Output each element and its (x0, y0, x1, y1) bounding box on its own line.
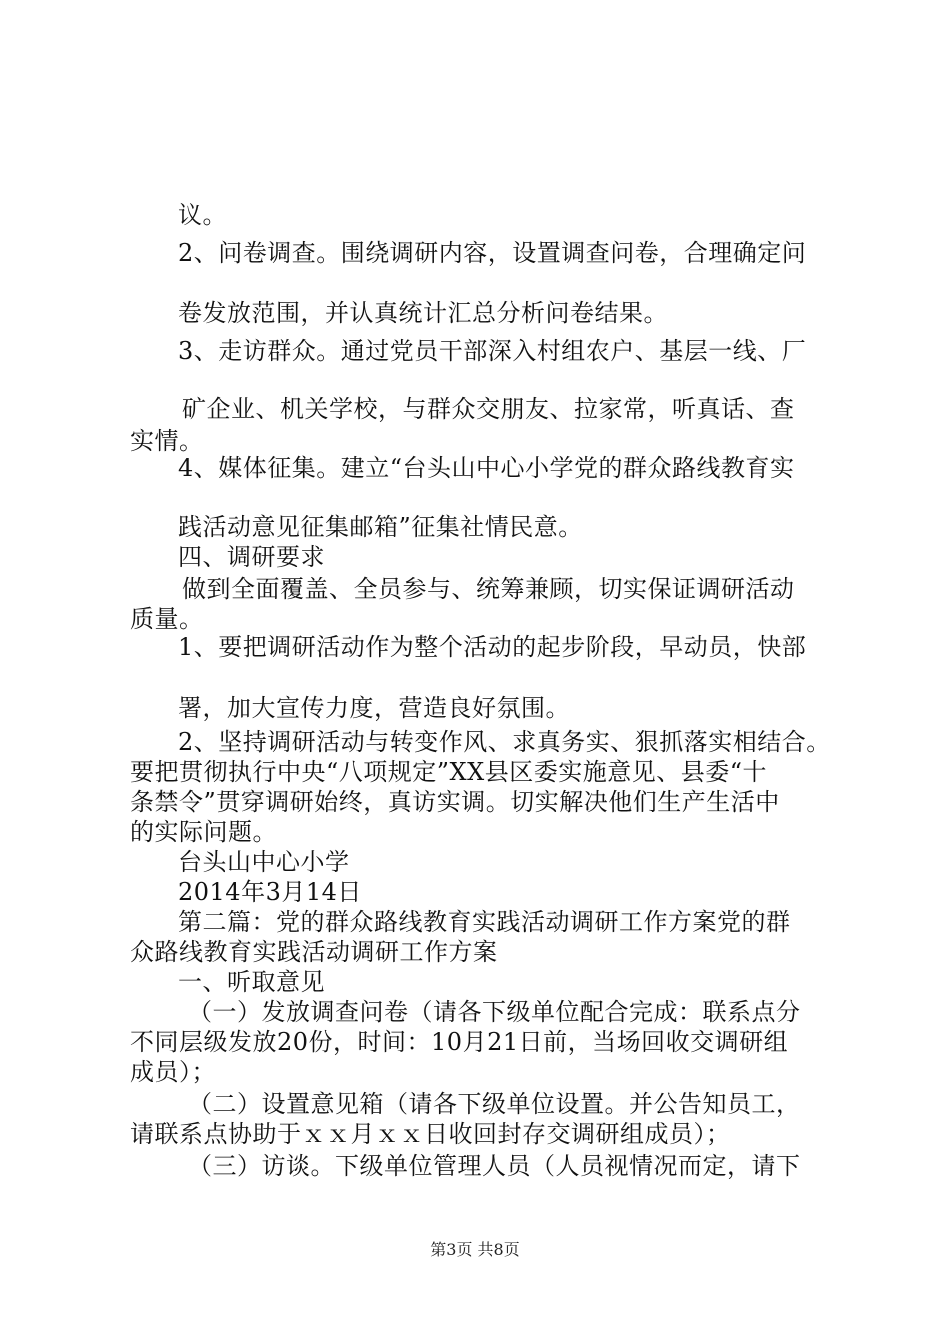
text-line: 不同层级发放20份，时间：10月21日前，当场回收交调研组 (130, 1028, 789, 1056)
text-line: 2、坚持调研活动与转变作风、求真务实、狠抓落实相结合。 (178, 728, 831, 756)
text-line: 1、要把调研活动作为整个活动的起步阶段，早动员，快部 (178, 633, 807, 661)
text-line: 议。 (178, 201, 227, 229)
text-line: 2、问卷调查。围绕调研内容，设置调查问卷，合理确定问 (178, 239, 807, 267)
text-line: 做到全面覆盖、全员参与、统筹兼顾，切实保证调研活动 (182, 575, 795, 603)
page-footer: 第3页 共8页 (430, 1240, 520, 1259)
text-line: （二）设置意见箱（请各下级单位设置。并公告知员工， (188, 1090, 801, 1118)
text-line: 要把贯彻执行中央“八项规定”XX县区委实施意见、县委“十 (130, 758, 767, 786)
text-line: 成员）； (130, 1058, 216, 1086)
signature-org: 台头山中心小学 (178, 848, 350, 876)
signature-date: 2014年3月14日 (178, 878, 362, 906)
text-line: 3、走访群众。通过党员干部深入村组农户、基层一线、厂 (178, 337, 807, 365)
text-line: 4、媒体征集。建立“台头山中心小学党的群众路线教育实 (178, 454, 795, 482)
text-line: 实情。 (130, 427, 204, 455)
section-title: 第二篇：党的群众路线教育实践活动调研工作方案党的群 (178, 908, 791, 936)
text-line: 众路线教育实践活动调研工作方案 (130, 938, 498, 966)
text-line: （三）访谈。下级单位管理人员（人员视情况而定，请下 (188, 1152, 801, 1180)
text-line: 请联系点协助于ｘｘ月ｘｘ日收回封存交调研组成员）； (130, 1120, 731, 1148)
text-line: （一）发放调查问卷（请各下级单位配合完成：联系点分 (188, 998, 801, 1026)
text-line: 卷发放范围，并认真统计汇总分析问卷结果。 (178, 299, 668, 327)
text-line: 条禁令”贯穿调研始终，真访实调。切实解决他们生产生活中 (130, 788, 780, 816)
text-line: 矿企业、机关学校，与群众交朋友、拉家常，听真话、查 (182, 395, 795, 423)
section-heading: 四、调研要求 (178, 543, 325, 571)
text-line: 署，加大宣传力度，营造良好氛围。 (178, 694, 570, 722)
text-line: 践活动意见征集邮箱”征集社情民意。 (178, 513, 583, 541)
text-line: 质量。 (130, 605, 204, 633)
section-heading: 一、听取意见 (178, 968, 325, 996)
text-line: 的实际问题。 (130, 818, 277, 846)
